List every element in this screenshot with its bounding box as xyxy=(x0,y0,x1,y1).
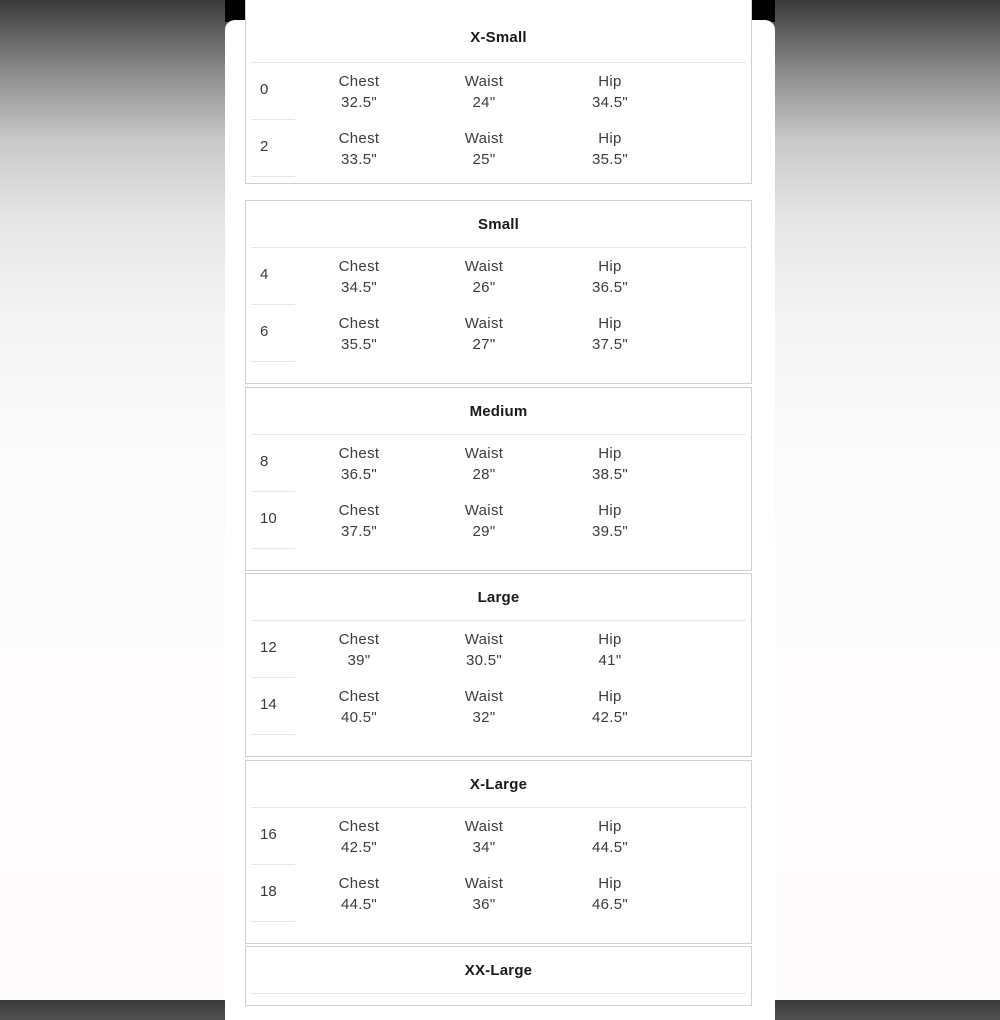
waist-measurement xyxy=(439,128,529,170)
size-row xyxy=(246,305,751,362)
size-group-large xyxy=(245,573,752,757)
size-number: 10 xyxy=(260,510,277,527)
size-number: 4 xyxy=(260,266,269,283)
hip-measurement xyxy=(565,71,655,113)
hip-label: Hip xyxy=(598,258,622,275)
chest-value: 36.5" xyxy=(340,466,378,483)
divider xyxy=(251,176,295,177)
size-row xyxy=(246,621,751,678)
chest-measurement xyxy=(314,500,404,542)
waist-value: 28" xyxy=(472,466,496,483)
size-group-title: Small xyxy=(477,216,520,233)
hip-label: Hip xyxy=(598,73,622,90)
divider xyxy=(251,734,295,735)
size-row xyxy=(246,435,751,492)
chest-label: Chest xyxy=(338,315,380,332)
chest-measurement xyxy=(314,256,404,298)
waist-label: Waist xyxy=(464,315,504,332)
size-row xyxy=(246,120,751,177)
chest-measurement xyxy=(314,686,404,728)
waist-label: Waist xyxy=(464,688,504,705)
size-group-x-small xyxy=(245,0,752,184)
waist-label: Waist xyxy=(464,130,504,147)
waist-value: 29" xyxy=(472,523,496,540)
waist-label: Waist xyxy=(464,73,504,90)
size-number: 12 xyxy=(260,639,277,656)
hip-label: Hip xyxy=(598,130,622,147)
size-row xyxy=(246,808,751,865)
waist-value: 30.5" xyxy=(465,652,503,669)
waist-value: 25" xyxy=(472,151,496,168)
waist-label: Waist xyxy=(464,258,504,275)
hip-value: 39.5" xyxy=(591,523,629,540)
hip-value: 38.5" xyxy=(591,466,629,483)
size-group-title: X-Small xyxy=(470,29,527,46)
chest-label: Chest xyxy=(338,631,380,648)
chest-measurement xyxy=(314,816,404,858)
hip-measurement xyxy=(565,313,655,355)
waist-label: Waist xyxy=(464,502,504,519)
chest-measurement xyxy=(314,629,404,671)
hip-measurement xyxy=(565,686,655,728)
size-number: 8 xyxy=(260,453,269,470)
size-group-title: Medium xyxy=(469,403,528,420)
waist-measurement xyxy=(439,443,529,485)
waist-label: Waist xyxy=(464,631,504,648)
hip-measurement xyxy=(565,128,655,170)
waist-measurement xyxy=(439,71,529,113)
chest-measurement xyxy=(314,443,404,485)
chest-label: Chest xyxy=(338,875,380,892)
hip-value: 44.5" xyxy=(591,839,629,856)
chest-value: 40.5" xyxy=(340,709,378,726)
waist-measurement xyxy=(439,313,529,355)
size-number: 6 xyxy=(260,323,269,340)
chest-measurement xyxy=(314,128,404,170)
hip-label: Hip xyxy=(598,631,622,648)
hip-measurement xyxy=(565,816,655,858)
size-group-title: X-Large xyxy=(469,776,528,793)
hip-label: Hip xyxy=(598,875,622,892)
waist-measurement xyxy=(439,686,529,728)
chest-value: 34.5" xyxy=(340,279,378,296)
hip-value: 36.5" xyxy=(591,279,629,296)
chest-value: 37.5" xyxy=(340,523,378,540)
chest-value: 35.5" xyxy=(340,336,378,353)
divider xyxy=(251,993,746,994)
waist-label: Waist xyxy=(464,875,504,892)
hip-label: Hip xyxy=(598,502,622,519)
size-group-title: Large xyxy=(477,589,520,606)
waist-value: 24" xyxy=(472,94,496,111)
chest-value: 42.5" xyxy=(340,839,378,856)
hip-label: Hip xyxy=(598,818,622,835)
chest-value: 32.5" xyxy=(340,94,378,111)
chest-measurement xyxy=(314,313,404,355)
size-group-title: XX-Large xyxy=(464,962,533,979)
chest-measurement xyxy=(314,873,404,915)
hip-label: Hip xyxy=(598,688,622,705)
size-group-small xyxy=(245,200,752,384)
chest-label: Chest xyxy=(338,445,380,462)
waist-value: 26" xyxy=(472,279,496,296)
waist-value: 27" xyxy=(472,336,496,353)
size-number: 18 xyxy=(260,883,277,900)
hip-value: 35.5" xyxy=(591,151,629,168)
hip-measurement xyxy=(565,629,655,671)
chest-value: 44.5" xyxy=(340,896,378,913)
waist-value: 36" xyxy=(472,896,496,913)
hip-measurement xyxy=(565,443,655,485)
hip-measurement xyxy=(565,873,655,915)
chest-label: Chest xyxy=(338,688,380,705)
waist-measurement xyxy=(439,629,529,671)
waist-value: 34" xyxy=(472,839,496,856)
hip-value: 41" xyxy=(598,652,622,669)
hip-label: Hip xyxy=(598,445,622,462)
chest-label: Chest xyxy=(338,130,380,147)
waist-measurement xyxy=(439,873,529,915)
divider xyxy=(251,921,295,922)
chest-label: Chest xyxy=(338,73,380,90)
size-number: 0 xyxy=(260,81,269,98)
chest-value: 39" xyxy=(347,652,371,669)
hip-value: 34.5" xyxy=(591,94,629,111)
chest-measurement xyxy=(314,71,404,113)
size-group-xx-large xyxy=(245,946,752,1006)
waist-measurement xyxy=(439,816,529,858)
divider xyxy=(251,361,295,362)
chest-label: Chest xyxy=(338,818,380,835)
hip-value: 46.5" xyxy=(591,896,629,913)
chest-value: 33.5" xyxy=(340,151,378,168)
size-row xyxy=(246,865,751,922)
chest-label: Chest xyxy=(338,258,380,275)
waist-label: Waist xyxy=(464,445,504,462)
hip-measurement xyxy=(565,500,655,542)
divider xyxy=(251,548,295,549)
size-row xyxy=(246,248,751,305)
size-number: 14 xyxy=(260,696,277,713)
hip-label: Hip xyxy=(598,315,622,332)
hip-value: 42.5" xyxy=(591,709,629,726)
size-number: 16 xyxy=(260,826,277,843)
size-group-medium xyxy=(245,387,752,571)
size-number: 2 xyxy=(260,138,269,155)
size-group-x-large xyxy=(245,760,752,944)
waist-measurement xyxy=(439,256,529,298)
size-row xyxy=(246,492,751,549)
hip-measurement xyxy=(565,256,655,298)
waist-label: Waist xyxy=(464,818,504,835)
size-row xyxy=(246,63,751,120)
chest-label: Chest xyxy=(338,502,380,519)
hip-value: 37.5" xyxy=(591,336,629,353)
waist-value: 32" xyxy=(472,709,496,726)
waist-measurement xyxy=(439,500,529,542)
size-row xyxy=(246,678,751,735)
